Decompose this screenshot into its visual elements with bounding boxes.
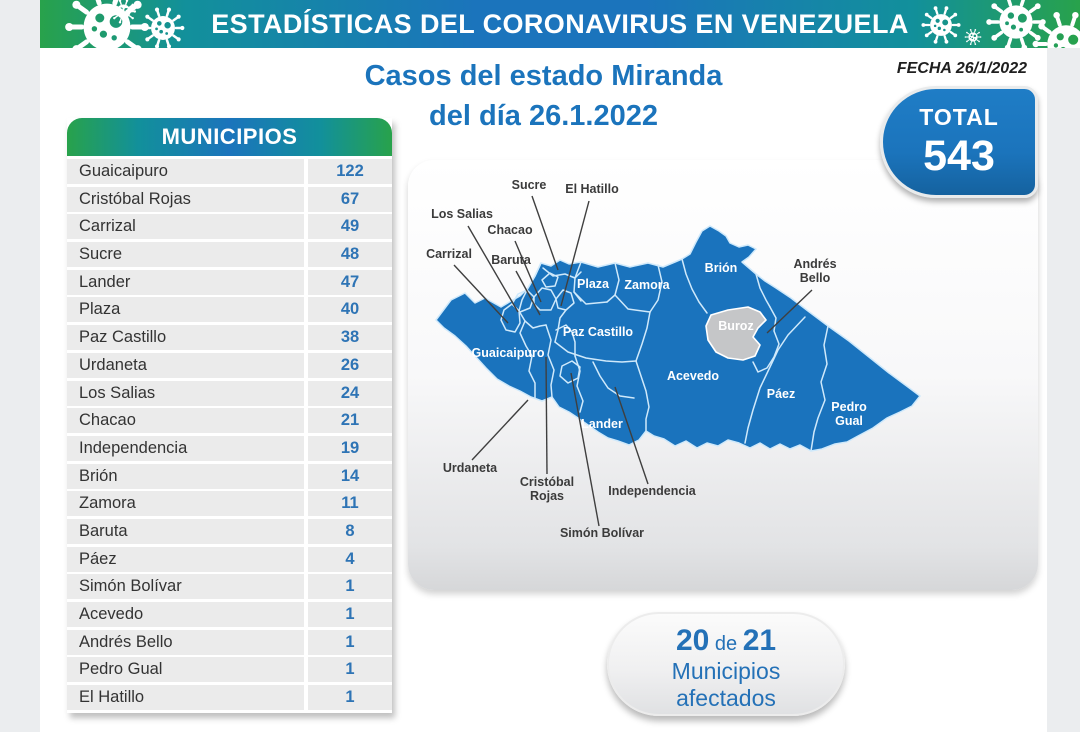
virus-icon [920,4,962,46]
municipio-name: Plaza [67,297,304,322]
municipio-case-count: 1 [308,630,392,655]
municipio-case-count: 1 [308,657,392,682]
map-callout-line [546,357,547,474]
map-callout-label: Baruta [491,253,531,267]
municipio-case-count: 8 [308,519,392,544]
map-callout-label: Simón Bolívar [559,526,645,540]
map-callout-label: Bello [799,271,831,285]
municipio-name: Acevedo [67,602,304,627]
table-row [67,270,392,295]
right-margin-strip [1047,0,1080,732]
table-row [67,491,392,516]
virus-icon [62,0,152,48]
map-callout-label: Cristóbal [519,475,575,489]
map-callout-line [468,226,518,312]
map-region-label: Buroz [718,319,754,333]
municipio-case-count: 26 [308,353,392,378]
municipio-case-count: 40 [308,297,392,322]
page-title-line1: Casos del estado Miranda [364,60,723,92]
map-region-label: Gual [835,414,863,428]
table-header: MUNICIPIOS [67,118,392,156]
map-region-label: Páez [766,387,796,401]
table-row [67,408,392,433]
municipio-case-count: 19 [308,436,392,461]
page-title-line2: del día 26.1.2022 [429,100,658,132]
table-row [67,353,392,378]
municipios-table [67,118,392,713]
municipio-name: Cristóbal Rojas [67,187,304,212]
table-row [67,436,392,461]
map-region-label: Pedro [831,400,867,414]
table-row [67,297,392,322]
virus-icon [1030,8,1080,48]
municipio-case-count: 11 [308,491,392,516]
municipio-case-count: 47 [308,270,392,295]
municipio-case-count: 24 [308,381,392,406]
map-callout-label: Urdaneta [442,461,498,475]
virus-icon [964,28,982,46]
banner-title: ESTADÍSTICAS DEL CORONAVIRUS EN VENEZUELA [211,8,909,39]
table-row [67,685,392,710]
municipio-case-count: 1 [308,602,392,627]
content-area [40,0,1047,732]
map-callout-label: Carrizal [426,247,472,261]
municipio-case-count: 48 [308,242,392,267]
municipio-case-count: 1 [308,685,392,710]
virus-icon [110,0,137,25]
table-row [67,574,392,599]
total-label: TOTAL [919,104,999,130]
map-callout-line [472,400,528,460]
municipio-name: Carrizal [67,214,304,239]
map-callout-label: Rojas [529,489,565,503]
municipio-name: Chacao [67,408,304,433]
table-row [67,547,392,572]
total-badge [880,86,1038,198]
municipio-name: Sucre [67,242,304,267]
municipio-name: Lander [67,270,304,295]
map-region-label: Paz Castillo [562,325,634,339]
map-callout-label: El Hatillo [565,182,619,196]
map-callout-label: Andrés [793,257,837,271]
date-label: FECHA 26/1/2022 [896,60,1027,77]
map-region-label: Lander [581,417,623,431]
table-row [67,464,392,489]
header-banner [40,0,1080,48]
map-callout-label: Independencia [608,484,696,498]
municipio-name: Andrés Bello [67,630,304,655]
affected-word1: Municipios [671,658,781,684]
map-callout-label: Los Salias [431,207,493,221]
municipio-name: Independencia [67,436,304,461]
municipio-case-count: 14 [308,464,392,489]
map-callout-label: Sucre [511,178,547,192]
map-region-label: Plaza [577,277,609,291]
municipio-case-count: 38 [308,325,392,350]
municipio-name: Páez [67,547,304,572]
municipio-name: El Hatillo [67,685,304,710]
affected-connector: de [714,633,738,655]
municipio-name: Pedro Gual [67,657,304,682]
municipio-name: Guaicaipuro [67,159,304,184]
table-row [67,602,392,627]
virus-icon [140,5,186,48]
municipio-name: Urdaneta [67,353,304,378]
municipio-name: Baruta [67,519,304,544]
table-row [67,242,392,267]
muni-table-body [67,156,392,710]
municipio-name: Zamora [67,491,304,516]
affected-count-line [609,624,843,658]
miranda-map-svg [408,160,1038,590]
table-row [67,325,392,350]
left-margin-strip [0,0,40,732]
municipio-name: Simón Bolívar [67,574,304,599]
affected-word2: afectados [676,685,776,711]
table-row [67,381,392,406]
table-row [67,630,392,655]
map-callout-line [532,196,558,270]
table-row [67,187,392,212]
map-panel [408,160,1038,590]
municipio-case-count: 21 [308,408,392,433]
municipio-case-count: 122 [308,159,392,184]
municipio-case-count: 1 [308,574,392,599]
table-row [67,519,392,544]
municipio-case-count: 67 [308,187,392,212]
municipio-name: Paz Castillo [67,325,304,350]
map-region-label: Zamora [624,278,670,292]
table-row [67,657,392,682]
affected-municipios-badge [607,612,845,716]
municipio-name: Brión [67,464,304,489]
total-municipios-count: 21 [742,624,777,657]
table-row [67,159,392,184]
affected-count: 20 [675,624,710,657]
table-row [67,214,392,239]
map-callout-label: Chacao [487,223,533,237]
map-region-label: Brión [704,261,738,275]
total-value: 543 [923,132,995,180]
map-region-label: Guaicaipuro [471,346,545,360]
map-region-label: Acevedo [666,369,720,383]
municipio-name: Los Salias [67,381,304,406]
municipio-case-count: 49 [308,214,392,239]
municipio-case-count: 4 [308,547,392,572]
